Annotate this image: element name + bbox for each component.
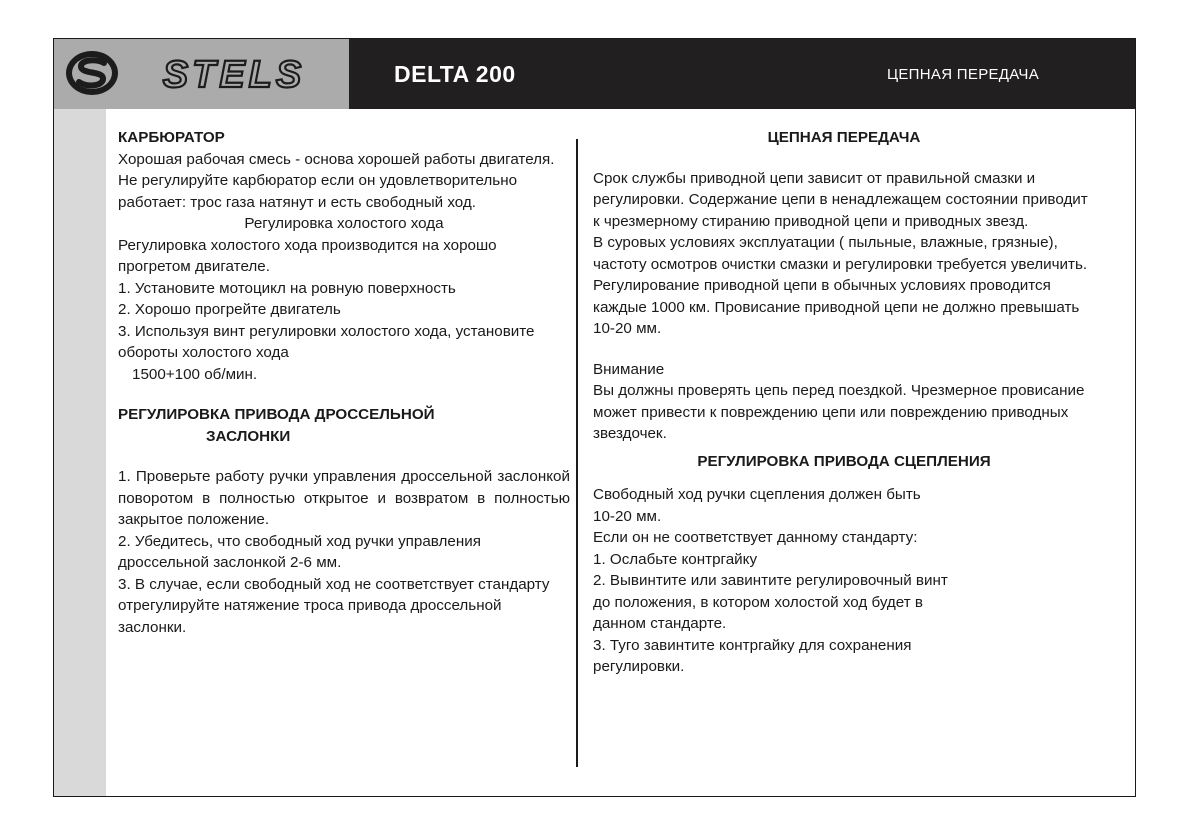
idle-step-3-text: 3. Используя винт регулировки холостого хода, установите обороты холостого хода xyxy=(118,322,535,361)
throttle-heading-line-1: РЕГУЛИРОВКА ПРИВОДА ДРОССЕЛЬНОЙ xyxy=(118,406,435,423)
side-bar xyxy=(54,109,106,796)
clutch-line-4: 1. Ослабьте контргайку xyxy=(593,550,758,568)
idle-rpm-value: 1500+100 об/мин. xyxy=(132,365,258,383)
brand-wordmark-text: STELS xyxy=(162,54,306,95)
clutch-line-7: данном стандарте. xyxy=(593,615,727,632)
idle-step-1: 1. Установите мотоцикл на ровную поверхность xyxy=(118,279,456,297)
brand-s-icon xyxy=(64,48,120,98)
attention-text: Вы должны проверять цепь перед поездкой. Чрезмерное провисание может привести к повреждению цепи или повреждению приводных звездочек. xyxy=(593,382,1085,442)
carburetor-heading: КАРБЮРАТОР xyxy=(118,129,225,146)
clutch-line-1: Свободный ход ручки сцепления должен быть xyxy=(593,486,921,503)
clutch-heading: РЕГУЛИРОВКА ПРИВОДА СЦЕПЛЕНИЯ xyxy=(697,452,991,470)
idle-intro: Регулировка холостого хода производится на хорошо прогретом двигателе. xyxy=(118,236,497,275)
model-name: DELTA 200 xyxy=(394,61,516,87)
chain-paragraph-2: В суровых условиях эксплуатации ( пыльные, влажные, грязные), частоту осмотров очистки смазки и регулировки требуется увеличить. xyxy=(593,234,1088,273)
clutch-line-2: 10-20 мм. xyxy=(593,507,662,525)
throttle-heading-line-2: ЗАСЛОНКИ xyxy=(206,427,291,445)
page-header xyxy=(54,39,1135,109)
chain-paragraph-3: Регулирование приводной цепи в обычных условиях проводится каждые 1000 км. Провисание приводной цепи не должно превышать 10-20 мм. xyxy=(593,277,1080,337)
throttle-step-3: 3. В случае, если свободный ход не соответствует стандарту отрегулируйте натяжение троса привода дроссельной заслонки. xyxy=(118,575,550,636)
chain-heading: ЦЕПНАЯ ПЕРЕДАЧА xyxy=(767,129,921,146)
carburetor-text: Хорошая рабочая смесь - основа хорошей работы двигателя. Не регулируйте карбюратор если он удовлетворительно работает: трос газа натянут и есть свободный ход. xyxy=(118,150,555,211)
throttle-step-1: 1. Проверьте работу ручки управления дроссельной заслонкой поворотом в полностью открытое и возвратом в полностью закрытое положение. xyxy=(118,468,570,528)
clutch-line-3: Если он не соответствует данному стандарту: xyxy=(593,529,918,546)
brand-logo xyxy=(54,39,349,109)
left-column xyxy=(118,127,570,638)
attention-label: Внимание xyxy=(593,360,665,378)
throttle-step-2: 2. Убедитесь, что свободный ход ручки управления дроссельной заслонкой 2-6 мм. xyxy=(118,532,481,571)
throttle-heading xyxy=(118,404,570,447)
idle-subtitle: Регулировка холостого хода xyxy=(244,215,444,232)
brand-wordmark xyxy=(134,53,334,95)
right-column xyxy=(593,127,1095,678)
clutch-line-8: 3. Туго завинтите контргайку для сохранения xyxy=(593,636,912,654)
idle-step-3 xyxy=(118,321,570,386)
chain-paragraph-1: Срок службы приводной цепи зависит от правильной смазки и регулировки. Содержание цепи в ненадлежащем состоянии приводит к чрезмерному стиранию приводной цепи и приводных звезд. xyxy=(593,169,1088,230)
section-title: ЦЕПНАЯ ПЕРЕДАЧА xyxy=(886,66,1039,83)
page-frame xyxy=(53,38,1136,797)
column-divider xyxy=(576,139,578,767)
clutch-line-9: регулировки. xyxy=(593,658,685,675)
idle-step-2: 2. Хорошо прогрейте двигатель xyxy=(118,301,341,318)
clutch-line-5: 2. Вывинтите или завинтите регулировочный винт xyxy=(593,572,948,589)
clutch-line-6: до положения, в котором холостой ход будет в xyxy=(593,593,923,611)
